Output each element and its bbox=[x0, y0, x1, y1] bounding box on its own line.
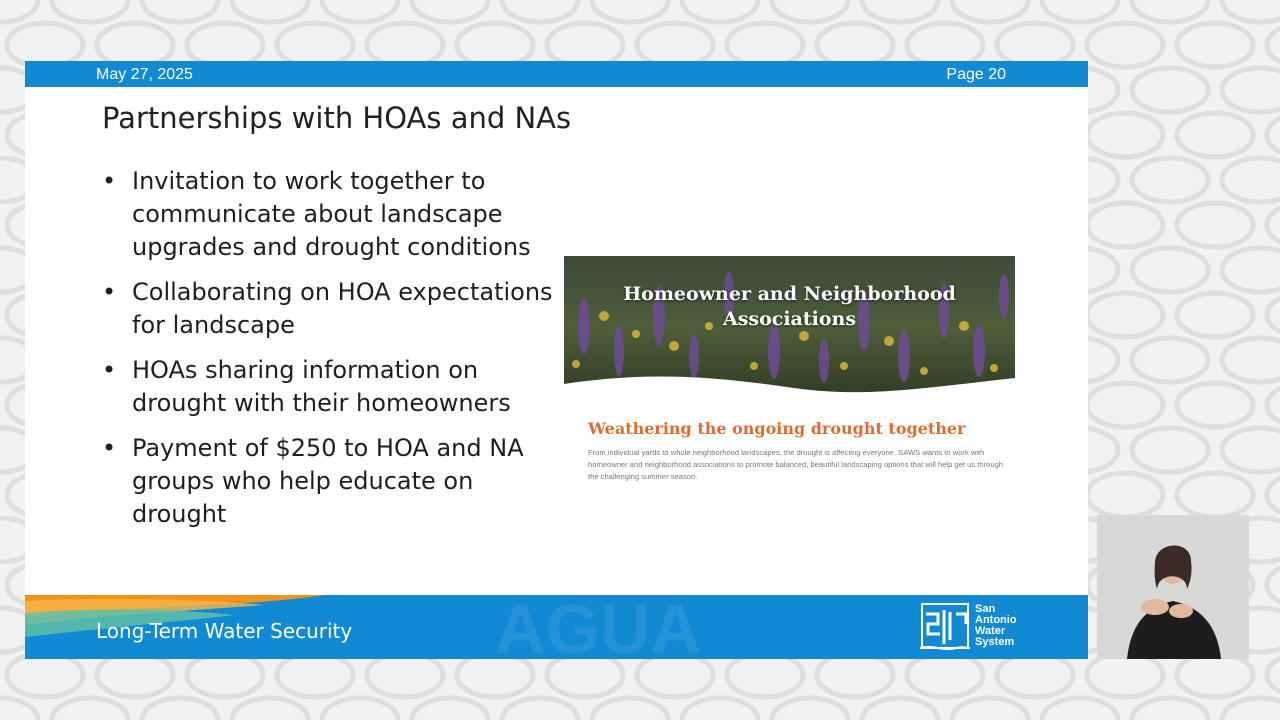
logo-text-line: San bbox=[975, 603, 996, 615]
svg-text:AGUA: AGUA bbox=[495, 595, 702, 659]
banner-title-line: Associations bbox=[722, 308, 857, 330]
bullet-glyph: • bbox=[102, 167, 117, 195]
sign-language-interpreter-video bbox=[1097, 515, 1249, 659]
bullet-item bbox=[102, 432, 562, 531]
footer-title: Long-Term Water Security bbox=[96, 619, 353, 643]
bullet-item bbox=[102, 354, 562, 420]
bullet-glyph: • bbox=[102, 434, 117, 462]
slide-page-number: Page 20 bbox=[946, 66, 1006, 83]
bullet-text: Payment of $250 to HOA and NA groups who help educate on drought bbox=[132, 434, 524, 528]
interpreter-figure bbox=[1097, 515, 1249, 659]
bullet-glyph: • bbox=[102, 278, 117, 306]
logo-text-line: System bbox=[975, 636, 1015, 648]
bullet-glyph: • bbox=[102, 356, 117, 384]
bullet-list bbox=[102, 165, 562, 543]
slide-header-bar bbox=[25, 61, 1088, 87]
slide-date: May 27, 2025 bbox=[96, 66, 193, 83]
bullet-text: Invitation to work together to communicate about landscape upgrades and drought conditions bbox=[132, 167, 531, 261]
bullet-item bbox=[102, 165, 562, 264]
banner-title bbox=[564, 282, 1015, 332]
slide-title: Partnerships with HOAs and NAs bbox=[102, 101, 572, 135]
bullet-item bbox=[102, 276, 562, 342]
bullet-text: Collaborating on HOA expectations for landscape bbox=[132, 278, 553, 339]
logo-text-line: Antonio bbox=[975, 614, 1017, 626]
bullet-text: HOAs sharing information on drought with their homeowners bbox=[132, 356, 511, 417]
banner-title-line: Homeowner and Neighborhood bbox=[623, 283, 956, 305]
logo-text-line: Water bbox=[975, 625, 1006, 637]
saws-logo-text bbox=[975, 604, 1017, 648]
webpage-screenshot bbox=[564, 256, 1015, 491]
presentation-slide bbox=[25, 61, 1088, 659]
slide-footer-bar bbox=[25, 595, 1088, 659]
webpage-heading: Weathering the ongoing drought together bbox=[588, 419, 966, 438]
webpage-body-text: From individual yards to whole neighborhood landscapes, the drought is affecting everyone. SAWS wants to work with homeowner and neighborhood associations to promote balanced, beautiful landscaping options that will help get us through the challenging summer season. bbox=[588, 448, 1003, 481]
